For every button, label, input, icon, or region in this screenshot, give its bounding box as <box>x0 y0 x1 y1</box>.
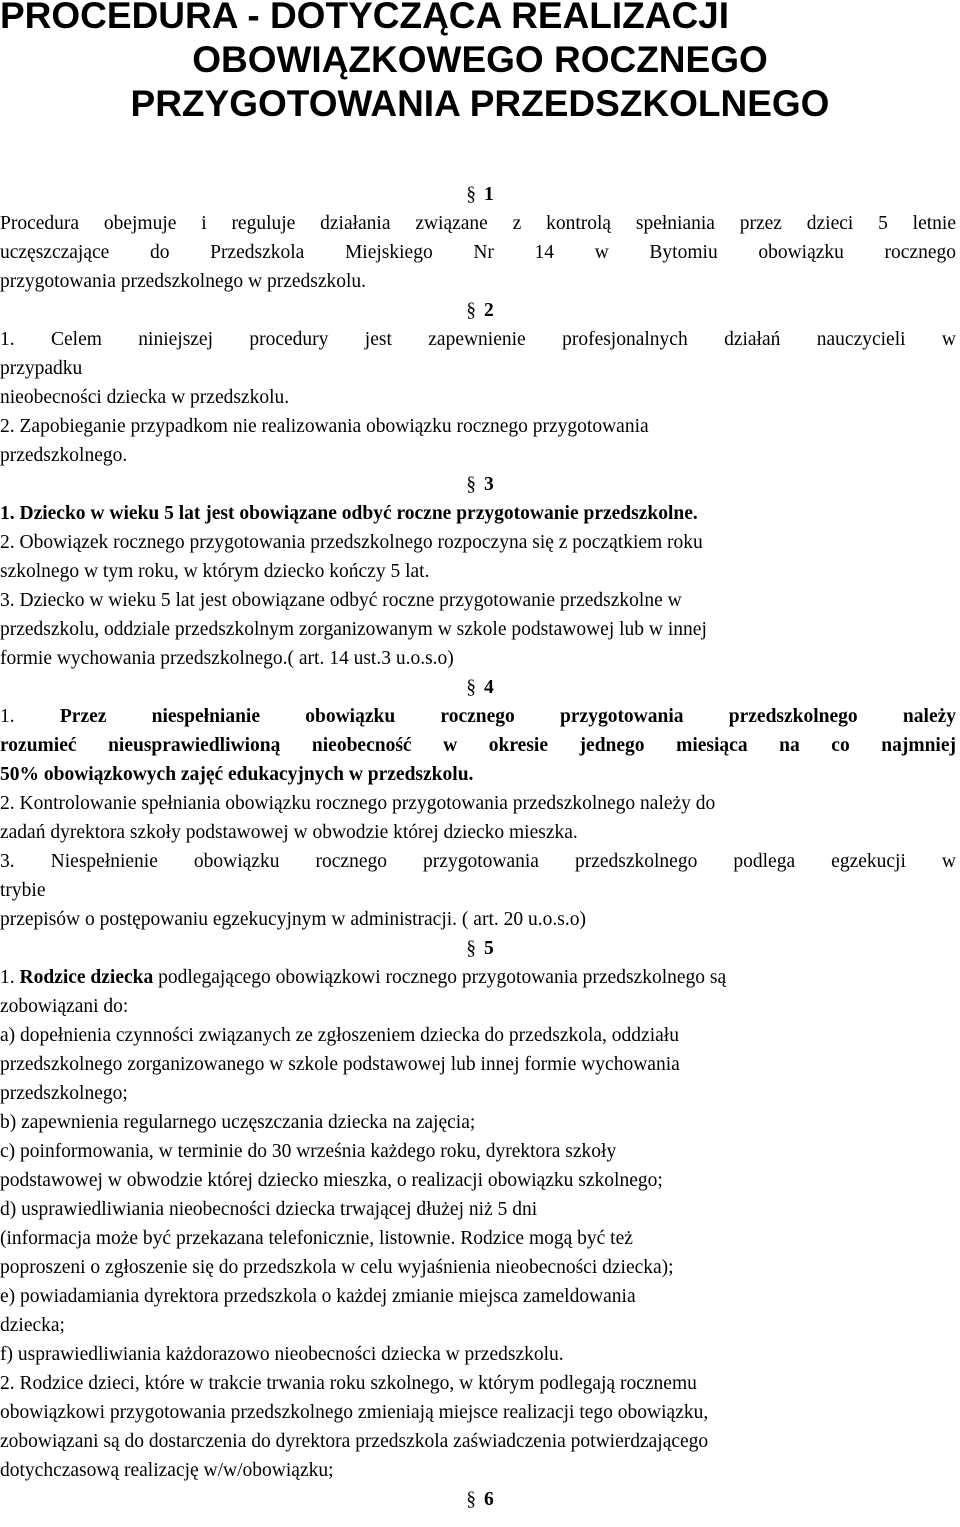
section-1-line: uczęszczające do Przedszkola Miejskiego Nr 14 w Bytomiu obowiązku rocznego <box>0 242 956 263</box>
section-3-line: przedszkolu, oddziale przedszkolnym zorganizowanym w szkole podstawowej lub w innej <box>0 619 707 640</box>
title-line-2: OBOWIĄZKOWEGO ROCZNEGO <box>192 39 768 80</box>
section-1-line: przygotowania przedszkolnego w przedszkolu. <box>0 271 367 292</box>
section-heading-6: § 6 <box>466 1489 494 1510</box>
section-heading-2: § 2 <box>466 300 494 321</box>
section-5-line: 1. Rodzice dziecka podlegającego obowiązkowi rocznego przygotowania przedszkolnego są <box>0 967 727 988</box>
section-5-line: przedszkolnego zorganizowanego w szkole podstawowej lub innej formie wychowania <box>0 1054 680 1075</box>
section-5-line: obowiązkowi przygotowania przedszkolnego zmieniają miejsce realizacji tego obowiązku, <box>0 1402 709 1423</box>
section-3-line: 3. Dziecko w wieku 5 lat jest obowiązane odbyć roczne przygotowanie przedszkolne w <box>0 590 682 611</box>
section-5-line: podstawowej w obwodzie której dziecko mieszka, o realizacji obowiązku szkolnego; <box>0 1170 663 1191</box>
section-5-line: c) poinformowania, w terminie do 30 września każdego roku, dyrektora szkoły <box>0 1141 617 1162</box>
section-3-line: formie wychowania przedszkolnego.( art. 14 ust.3 u.o.s.o) <box>0 648 454 669</box>
section-4-line: 1. Przez niespełnianie obowiązku rocznego przygotowania przedszkolnego należy <box>0 706 957 727</box>
section-heading-5: § 5 <box>466 938 494 959</box>
section-heading-1: § 1 <box>466 184 494 205</box>
section-heading-3: § 3 <box>466 474 494 495</box>
section-5-line: dotychczasową realizację w/w/obowiązku; <box>0 1460 334 1481</box>
section-4-line: 3. Niespełnienie obowiązku rocznego przygotowania przedszkolnego podlega egzekucji w <box>0 851 956 872</box>
section-4-line: przepisów o postępowaniu egzekucyjnym w administracji. ( art. 20 u.o.s.o) <box>0 909 586 930</box>
section-5-line: f) usprawiedliwiania każdorazowo nieobecności dziecka w przedszkolu. <box>0 1344 564 1365</box>
section-5-line: poproszeni o zgłoszenie się do przedszkola w celu wyjaśnienia nieobecności dziecka); <box>0 1257 674 1278</box>
section-3-line: 2. Obowiązek rocznego przygotowania przedszkolnego rozpoczyna się z początkiem roku <box>0 532 703 553</box>
section-5-line: przedszkolnego; <box>0 1083 128 1104</box>
section-5-line: dziecka; <box>0 1315 65 1336</box>
section-4-line: 2. Kontrolowanie spełniania obowiązku rocznego przygotowania przedszkolnego należy do <box>0 793 716 814</box>
section-2-line: 1. Celem niniejszej procedury jest zapewnienie profesjonalnych działań nauczycieli w <box>0 329 956 350</box>
section-3-line: 1. Dziecko w wieku 5 lat jest obowiązane odbyć roczne przygotowanie przedszkolne. <box>0 503 698 524</box>
title-line-3: PRZYGOTOWANIA PRZEDSZKOLNEGO <box>130 83 830 124</box>
section-3-line: szkolnego w tym roku, w którym dziecko kończy 5 lat. <box>0 561 430 582</box>
document-title <box>0 0 960 126</box>
section-5-line: (informacja może być przekazana telefonicznie, listownie. Rodzice mogą być też <box>0 1228 633 1249</box>
section-4-line: 50% obowiązkowych zajęć edukacyjnych w przedszkolu. <box>0 764 474 785</box>
section-2-line: 2. Zapobieganie przypadkom nie realizowania obowiązku rocznego przygotowania <box>0 416 649 437</box>
section-5-line: zobowiązani do: <box>0 996 129 1017</box>
section-2-line: przypadku <box>0 358 83 379</box>
section-5-line: e) powiadamiania dyrektora przedszkola o każdej zmianie miejsca zameldowania <box>0 1286 636 1307</box>
section-5-line: zobowiązani są do dostarczenia do dyrektora przedszkola zaświadczenia potwierdzającego <box>0 1431 709 1452</box>
section-5-line: 2. Rodzice dzieci, które w trakcie trwania roku szkolnego, w którym podlegają rocznemu <box>0 1373 697 1394</box>
section-2-line: nieobecności dziecka w przedszkolu. <box>0 387 290 408</box>
section-5-line: b) zapewnienia regularnego uczęszczania dziecka na zajęcia; <box>0 1112 476 1133</box>
section-4-line: rozumieć nieusprawiedliwioną nieobecność w okresie jednego miesiąca na co najmniej <box>0 735 956 756</box>
section-4-line: trybie <box>0 880 46 901</box>
section-2-line: przedszkolnego. <box>0 445 128 466</box>
section-1-line: Procedura obejmuje i reguluje działania związane z kontrolą spełniania przez dzieci 5 letnie <box>0 213 956 234</box>
section-4-line: zadań dyrektora szkoły podstawowej w obwodzie której dziecko mieszka. <box>0 822 578 843</box>
title-line-1: PROCEDURA - DOTYCZĄCA REALIZACJI <box>0 0 730 36</box>
document-body <box>0 180 960 1514</box>
section-heading-4: § 4 <box>466 677 494 698</box>
section-5-line: a) dopełnienia czynności związanych ze zgłoszeniem dziecka do przedszkola, oddziału <box>0 1025 679 1046</box>
section-5-line: d) usprawiedliwiania nieobecności dziecka trwającej dłużej niż 5 dni <box>0 1199 538 1220</box>
